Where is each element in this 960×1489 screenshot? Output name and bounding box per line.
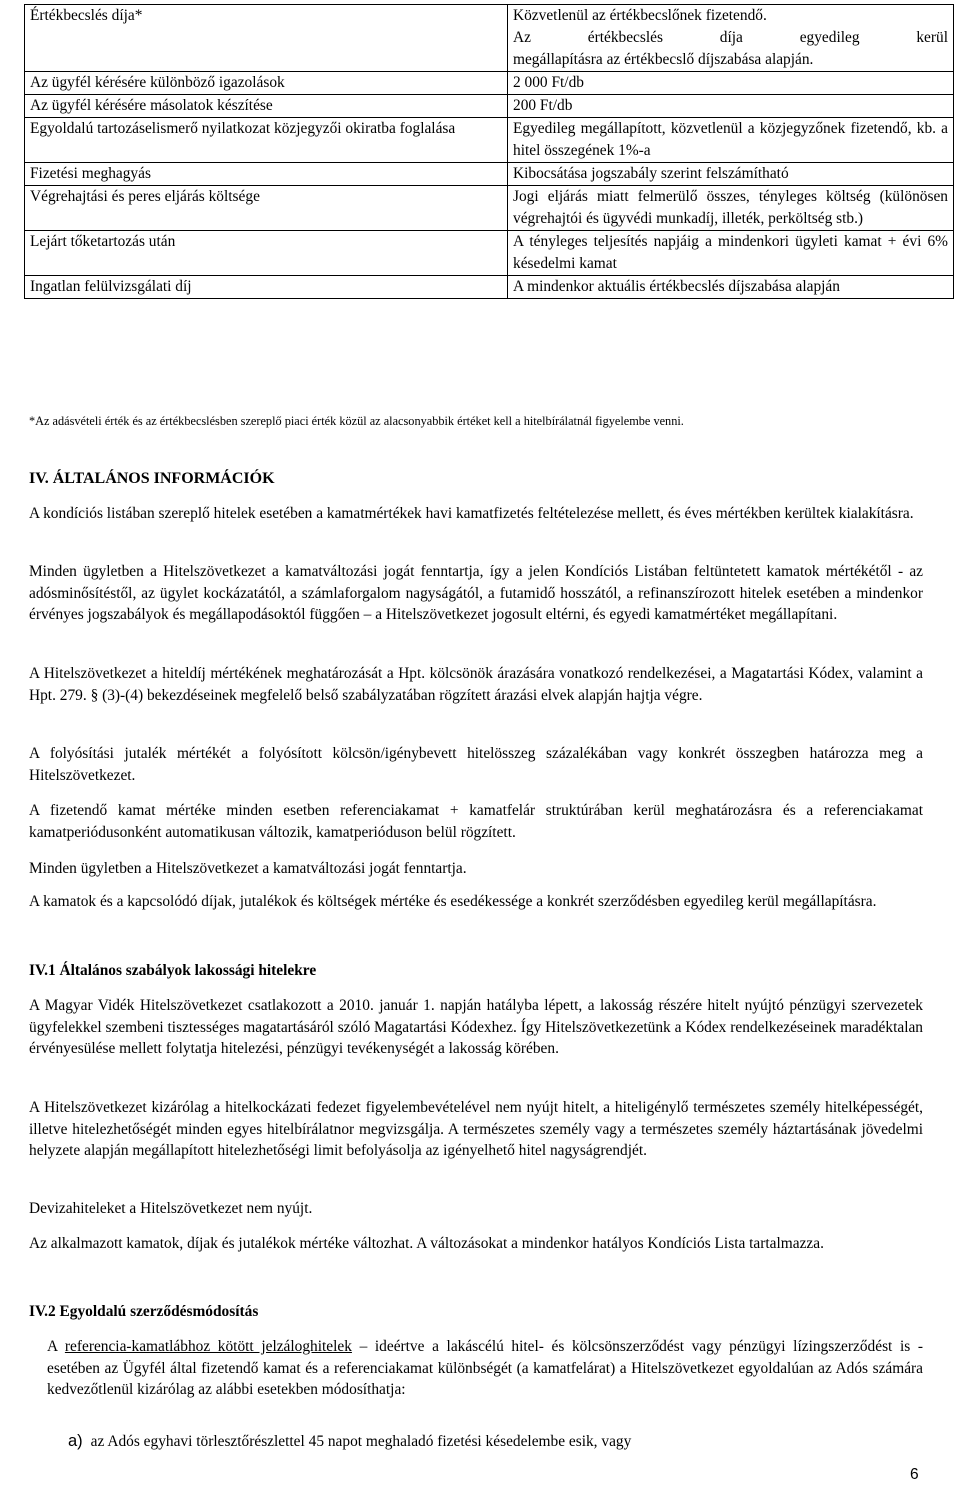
paragraph: A Hitelszövetkezet a hiteldíj mértékének meghatározását a Hpt. kölcsönök árazására vonatkozó rendelkezései, a Magatartási Kódex, valamint a Hpt. 279. § (3)-(4) bekezdéseinek megfelelő belső szabályzatában rögzített árazási elvek alapján hajtja végre. — [29, 665, 923, 704]
fee-label: Az ügyfél kérésére másolatok készítése — [25, 95, 508, 118]
paragraph: A kondíciós listában szereplő hitelek esetében a kamatmértékek havi kamatfizetés feltételezése mellett, és éves mértékben kerültek kialakításra. — [29, 505, 914, 522]
section-heading: IV. ÁLTALÁNOS INFORMÁCIÓK — [29, 470, 275, 487]
fee-label: Egyoldalú tartozáselismerő nyilatkozat közjegyzői okiratba foglalása — [25, 118, 508, 163]
table-row — [25, 118, 954, 163]
fee-value: 200 Ft/db — [508, 95, 954, 118]
fee-table — [24, 4, 954, 299]
list-item — [68, 1430, 631, 1453]
fee-label: Az ügyfél kérésére különböző igazolások — [25, 72, 508, 95]
table-row — [25, 231, 954, 276]
fee-value: Jogi eljárás miatt felmerülő összes, tényleges költség (különösen végrehajtói és ügyvédi munkadíj, illeték, perköltség stb.) — [508, 186, 954, 231]
paragraph: Minden ügyletben a Hitelszövetkezet a kamatváltozási jogát fenntartja, így a jelen Kondíciós Listában feltüntetett kamatok mértékétől - az adósminősítéstől, az ügylet kockázatától, a számlaforgalom nagyságától, a futamidő hosszától, a refinanszírozott hitelek esetében a mindenkor érvényes jogszabályok és megállapodásoktól függően – a Hitelszövetkezet jogosult eltérni, és egyedi kamatmértéket megállapítani. — [29, 563, 923, 623]
table-row — [25, 5, 954, 72]
paragraph: Minden ügyletben a Hitelszövetkezet a kamatváltozási jogát fenntartja. — [29, 860, 467, 877]
fee-value-line: Az értékbecslés díja egyedileg kerül — [513, 29, 948, 46]
paragraph: A fizetendő kamat mértéke minden esetben referenciakamat + kamatfelár struktúrában kerül meghatározásra és a referenciakamat kamatperiódusonként automatikusan változik, kamatperióduson belül rögzített. — [29, 802, 923, 841]
reference-link[interactable]: referencia-kamatlábhoz kötött jelzáloghitelek — [64, 1338, 352, 1355]
subsection-heading: IV.2 Egyoldalú szerződésmódosítás — [29, 1303, 259, 1320]
fee-value — [508, 5, 954, 72]
page-number: 6 — [910, 1466, 919, 1483]
table-row — [25, 72, 954, 95]
list-item-text: az Adós egyhavi törlesztőrészlettel 45 napot meghaladó fizetési késedelembe esik, vagy — [90, 1433, 632, 1450]
subsection-heading: IV.1 Általános szabályok lakossági hitelekre — [29, 962, 317, 979]
list-marker: a) — [68, 1432, 83, 1450]
paragraph: Az alkalmazott kamatok, díjak és jutalékok mértéke változhat. A változásokat a mindenkor hatályos Kondíciós Lista tartalmazza. — [29, 1235, 824, 1252]
fee-value: A tényleges teljesítés napjáig a mindenkori ügyleti kamat + évi 6% késedelmi kamat — [508, 231, 954, 276]
fee-value-line: megállapításra az értékbecslő díjszabása alapján. — [513, 51, 814, 68]
footnote: *Az adásvételi érték és az értékbecslésben szereplő piaci érték közül az alacsonyabbik értéket kell a hitelbírálatnál figyelembe venni. — [29, 414, 684, 428]
table-row — [25, 95, 954, 118]
table-row — [25, 276, 954, 299]
paragraph — [47, 1336, 923, 1401]
fee-value-line: Közvetlenül az értékbecslőnek fizetendő. — [513, 7, 767, 24]
fee-value: A mindenkor aktuális értékbecslés díjszabása alapján — [508, 276, 954, 299]
fee-label: Ingatlan felülvizsgálati díj — [25, 276, 508, 299]
fee-value: Egyedileg megállapított, közvetlenül a közjegyzőnek fizetendő, kb. a hitel összegének 1%-a — [508, 118, 954, 163]
paragraph: Devizahiteleket a Hitelszövetkezet nem nyújt. — [29, 1200, 313, 1217]
paragraph: A folyósítási jutalék mértékét a folyósított kölcsön/igénybevett hitelösszeg százalékában vagy konkrét összegben határozza meg a Hitelszövetkezet. — [29, 745, 923, 784]
fee-label: Értékbecslés díja* — [25, 5, 508, 72]
table-row — [25, 186, 954, 231]
fee-label: Lejárt tőketartozás után — [25, 231, 508, 276]
fee-value: Kibocsátása jogszabály szerint felszámítható — [508, 163, 954, 186]
paragraph: A Magyar Vidék Hitelszövetkezet csatlakozott a 2010. január 1. napján hatályba lépett, a lakosság részére hitelt nyújtó pénzügyi szervezetek ügyfelekkel szembeni tisztességes magatartásáról szóló Magatartási Kódexhez. Így Hitelszövetkezetünk a Kódex rendelkezéseinek maradéktalan érvényesülése mellett folytatja hitelezési, pénzügyi tevékenységét a lakosság körében. — [29, 997, 923, 1057]
fee-label: Végrehajtási és peres eljárás költsége — [25, 186, 508, 231]
table-row — [25, 163, 954, 186]
paragraph-text: – ideértve a lakáscélú hitel- és kölcsönszerződést vagy pénzügyi lízingszerződést is - esetében az Ügyfél által fizetendő kamat és a referenciakamat különbségét (a kamatfelárat) a Hitelszövetkezet egyoldalúan az Adós számára kedvezőtlenül kizárólag az alábbi esetekben módosíthatja: — [47, 1338, 923, 1398]
paragraph-text: A — [47, 1338, 65, 1355]
fee-value: 2 000 Ft/db — [508, 72, 954, 95]
paragraph: A kamatok és a kapcsolódó díjak, jutalékok és költségek mértéke és esedékessége a konkrét szerződésben egyedileg kerül megállapításra. — [29, 893, 877, 910]
fee-label: Fizetési meghagyás — [25, 163, 508, 186]
paragraph: A Hitelszövetkezet kizárólag a hitelkockázati fedezet figyelembevételével nem nyújt hitelt, a hiteligénylő természetes személy hitelképességét, illetve hitelezhetőségét minden egyes hitelbírálatnor megvizsgálja. A természetes személy vagy a természetes személy háztartásának jövedelmi helyzete alapján megállapított hitelezhetőségi limit befolyásolja az igényelhető hitel nagyságrendjét. — [29, 1099, 923, 1159]
